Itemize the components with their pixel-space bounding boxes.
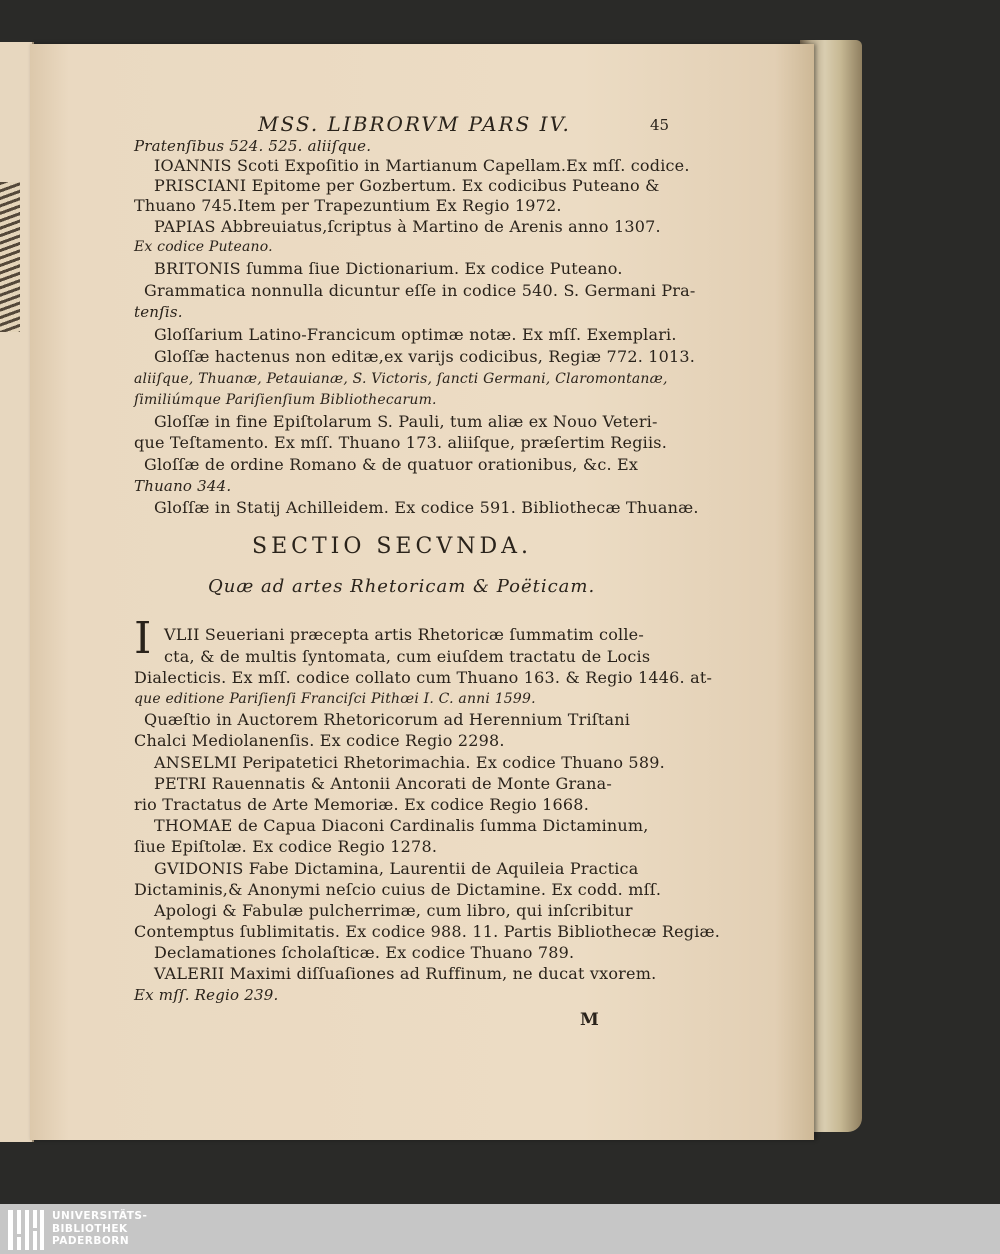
text-line: GVIDONIS Fabe Dictamina, Laurentii de Aquileia Practica	[154, 859, 639, 878]
text-line: que editione Pariſienſi Franciſci Pithœi I. C. anni 1599.	[134, 691, 536, 707]
library-name-line: PADERBORN	[52, 1235, 130, 1247]
text-line: Gloſſarium Latino-Francicum optimæ notæ. Ex mſſ. Exemplari.	[154, 325, 677, 344]
text-line: rio Tractatus de Arte Memoriæ. Ex codice Regio 1668.	[134, 795, 589, 814]
left-page-ornament	[0, 182, 20, 332]
section-subtitle: Quæ ad artes Rhetoricam & Poëticam.	[208, 576, 596, 597]
text-line: Gloſſæ hactenus non editæ,ex varijs codicibus, Regiæ 772. 1013.	[154, 347, 696, 366]
signature-mark: M	[580, 1010, 599, 1030]
text-line: Apologi & Fabulæ pulcherrimæ, cum libro, qui inſcribitur	[154, 901, 633, 920]
book-page	[30, 44, 814, 1140]
text-line: BRITONIS ſumma ſiue Dictionarium. Ex codice Puteano.	[154, 259, 623, 278]
text-line: Ex mſſ. Regio 239.	[134, 986, 279, 1004]
page-text	[30, 44, 814, 1140]
text-line: VLII Seueriani præcepta artis Rhetoricæ ſummatim colle-	[164, 625, 644, 644]
section-title: SECTIO SECVNDA.	[252, 534, 532, 559]
text-line: Thuano 745.Item per Trapezuntium Ex Regio 1972.	[134, 196, 562, 215]
text-line: Dictaminis,& Anonymi neſcio cuius de Dictamine. Ex codd. mſſ.	[134, 880, 662, 899]
text-line: cta, & de multis ſyntomata, cum eiuſdem tractatu de Locis	[164, 647, 651, 666]
text-line: tenſis.	[134, 303, 183, 321]
text-line: Ex codice Puteano.	[134, 239, 273, 255]
text-line: PRISCIANI Epitome per Gozbertum. Ex codicibus Puteano &	[154, 176, 660, 195]
left-page-edge	[0, 42, 34, 1142]
text-line: Declamationes ſcholaſticæ. Ex codice Thuano 789.	[154, 943, 575, 962]
drop-cap: I	[134, 613, 152, 664]
text-line: Quæſtio in Auctorem Rhetoricorum ad Herennium Triſtani	[144, 710, 631, 729]
library-footer	[0, 1204, 1000, 1254]
text-line: IOANNIS Scoti Expoſitio in Martianum Capellam.Ex mſſ. codice.	[154, 156, 690, 175]
text-line: Chalci Mediolanenſis. Ex codice Regio 2298.	[134, 731, 505, 750]
text-line: Grammatica nonnulla dicuntur eſſe in codice 540. S. Germani Pra-	[144, 281, 696, 300]
text-line: ANSELMI Peripatetici Rhetorimachia. Ex codice Thuano 589.	[154, 753, 665, 772]
text-line: PETRI Rauennatis & Antonii Ancorati de Monte Grana-	[154, 774, 612, 793]
text-line: ſiue Epiſtolæ. Ex codice Regio 1278.	[134, 837, 438, 856]
page-number: 45	[650, 116, 670, 134]
text-line: Dialecticis. Ex mſſ. codice collato cum Thuano 163. & Regio 1446. at-	[134, 668, 713, 687]
text-line: Pratenſibus 524. 525. aliiſque.	[134, 137, 372, 155]
text-line: aliiſque, Thuanæ, Petauianæ, S. Victoris, ſancti Germani, Claromontanæ,	[134, 371, 668, 387]
text-line: Contemptus ſublimitatis. Ex codice 988. 11. Partis Bibliothecæ Regiæ.	[134, 922, 721, 941]
text-line: PAPIAS Abbreuiatus,ſcriptus à Martino de Arenis anno 1307.	[154, 217, 661, 236]
text-line: Gloſſæ in Statij Achilleidem. Ex codice 591. Bibliothecæ Thuanæ.	[154, 498, 699, 517]
text-line: Thuano 344.	[134, 477, 232, 495]
library-name	[52, 1210, 147, 1248]
running-head: MSS. LIBRORVM PARS IV.	[258, 112, 571, 136]
text-line: Gloſſæ in fine Epiſtolarum S. Pauli, tum aliæ ex Nouo Veteri-	[154, 412, 658, 431]
library-name-line: BIBLIOTHEK	[52, 1222, 128, 1235]
text-line: Gloſſæ de ordine Romano & de quatuor orationibus, &c. Ex	[144, 455, 639, 474]
text-line: ſimiliúmque Pariſienſium Bibliothecarum.	[134, 392, 437, 408]
library-name-line: UNIVERSITÄTS-	[52, 1210, 148, 1222]
text-line: VALERII Maximi diſſuaſiones ad Ruffinum, ne ducat vxorem.	[154, 964, 657, 983]
text-line: que Teſtamento. Ex mſſ. Thuano 173. aliiſque, præſertim Regiis.	[134, 433, 667, 452]
library-logo-icon	[8, 1210, 44, 1250]
text-line: THOMAE de Capua Diaconi Cardinalis ſumma Dictaminum,	[154, 816, 649, 835]
